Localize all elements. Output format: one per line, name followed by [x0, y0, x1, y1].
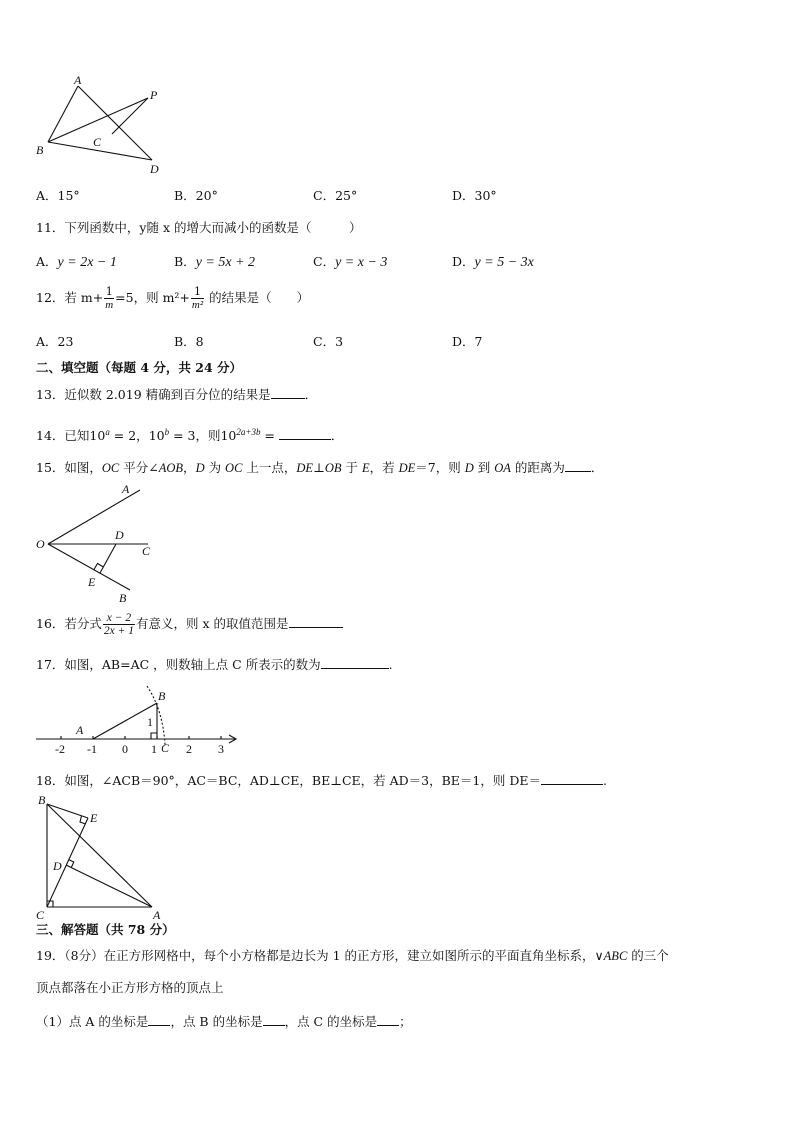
label-b: B — [158, 689, 166, 703]
label-c: C — [161, 741, 170, 755]
q15-p4: 为 — [204, 460, 226, 475]
right-angle-mark — [151, 733, 157, 739]
q14-base-2: 10 — [148, 428, 165, 444]
label-e: E — [90, 811, 98, 825]
q18-answer-blank[interactable] — [541, 772, 603, 785]
q15-p7: 于 — [341, 460, 362, 475]
q11-option-b-expr: y = 5x + 2 — [195, 255, 256, 270]
q15 — [36, 459, 603, 476]
q17-end: . — [388, 657, 393, 672]
q13-text: 13．近似数 2.019 精确到百分位的结果是 — [36, 387, 271, 402]
q19-answer-b[interactable] — [263, 1013, 285, 1026]
tick-label: -2 — [55, 742, 65, 756]
q11-option-d-expr: y = 5 − 3x — [474, 255, 534, 270]
q10-option-d: D．30° — [452, 188, 497, 203]
label-e: E — [88, 575, 96, 589]
q12-fraction-1-den: m — [105, 299, 114, 311]
q16-suffix: 有意义，则 x 的取值范围是 — [136, 616, 289, 631]
q18 — [36, 772, 607, 789]
tick-label: 3 — [218, 742, 224, 756]
label-d: D — [115, 528, 124, 542]
q18-text: 18．如图，∠ACB＝90°，AC＝BC，AD⊥CE，BE⊥CE，若 AD＝3，BE＝1，则 DE＝ — [36, 773, 541, 788]
q14 — [36, 424, 343, 444]
q15-figure — [30, 478, 170, 608]
q19-sub-1a: （1）点 A 的坐标是 — [36, 1014, 149, 1029]
tick-label: 1 — [151, 742, 157, 756]
q14-end: ． — [330, 428, 344, 444]
q12-suffix: 的结果是（ ） — [205, 290, 310, 305]
section-3-heading: 三、解答题（共 78 分） — [36, 922, 175, 937]
q19-line-1b: 的三个 — [627, 948, 669, 963]
q19-sub-1d: ； — [399, 1014, 412, 1029]
q12-fraction-2-den: m² — [191, 299, 204, 311]
q15-p9: ＝7，则 — [415, 460, 465, 475]
label-a: A — [122, 482, 130, 496]
q12-fraction-2-num: 1 — [191, 286, 204, 299]
q15-de: DE — [296, 461, 314, 475]
q12-fraction-1-num: 1 — [105, 285, 113, 298]
segment-ba — [47, 804, 152, 907]
q12-option-b: B．8 — [174, 334, 204, 349]
q13-end: ． — [304, 387, 318, 402]
q19-line-2: 顶点都落在小正方形方格的顶点上 — [36, 980, 224, 995]
q11-option-a — [36, 254, 117, 271]
q11-option-a-label: A． — [36, 254, 58, 269]
q10-option-b: B．20° — [174, 188, 218, 203]
q15-p8: ，若 — [369, 460, 399, 475]
q10-figure — [30, 72, 180, 182]
label-a: A — [74, 73, 82, 87]
ray-oa — [48, 490, 140, 544]
label-one-height: 1 — [147, 715, 153, 729]
q10-option-c: C．25° — [313, 188, 358, 203]
q14-p2: = 2， — [109, 428, 149, 444]
q15-end: ． — [590, 460, 604, 475]
q17-figure — [30, 682, 250, 762]
q19-answer-a[interactable] — [148, 1013, 170, 1026]
label-c: C — [36, 908, 45, 922]
q16-fraction — [103, 612, 135, 637]
tick-label: -1 — [87, 742, 97, 756]
q11-option-c — [313, 254, 387, 271]
q15-p11: 的距离为 — [510, 460, 565, 475]
q11-option-c-label: C． — [313, 254, 336, 269]
q13-answer-blank[interactable] — [271, 386, 305, 399]
q18-figure — [30, 790, 180, 920]
q15-aob: AOB — [158, 461, 184, 475]
q15-ob: OB — [324, 461, 342, 475]
q15-oc: OC — [101, 461, 120, 475]
q11-option-b — [174, 254, 255, 271]
q11-option-c-expr: y = x − 3 — [335, 255, 388, 270]
q19-line-1a: 19．（8分）在正方形网格中，每个小方格都是边长为 1 的正方形，建立如图所示的平面直角坐标系， — [36, 948, 595, 963]
label-c: C — [142, 544, 151, 558]
q14-p3: = 3，则 — [169, 428, 221, 444]
q12-stem — [36, 286, 309, 311]
q11-option-a-expr: y = 2x − 1 — [57, 255, 117, 270]
q15-p1: 15．如图， — [36, 460, 102, 475]
label-b: B — [119, 591, 127, 605]
q19-sub-1c: ，点 C 的坐标是 — [284, 1014, 378, 1029]
q15-d: D — [195, 461, 205, 475]
q12-option-d: D．7 — [452, 334, 483, 349]
segment-ad — [66, 865, 152, 907]
q17-answer-blank[interactable] — [321, 656, 389, 669]
label-b: B — [36, 143, 44, 157]
q15-answer-blank[interactable] — [565, 459, 591, 472]
q15-p3: ， — [183, 460, 196, 475]
q14-p4: = — [260, 428, 279, 444]
q13 — [36, 386, 317, 403]
q15-p6: ⊥ — [313, 460, 325, 475]
q15-oa: OA — [494, 461, 511, 475]
q12-middle: =5，则 m²+ — [115, 290, 190, 305]
label-d: D — [150, 162, 159, 176]
label-a: A — [76, 723, 84, 737]
q14-p1: 14．已知 — [36, 428, 90, 444]
q15-oc-2: OC — [225, 461, 243, 475]
q16-fraction-num: x − 2 — [103, 612, 135, 625]
label-c: C — [93, 135, 102, 149]
q11-option-d-label: D． — [452, 254, 475, 269]
q12-fraction-2 — [191, 286, 204, 311]
label-a: A — [153, 908, 161, 922]
q12-fraction-1 — [104, 286, 114, 311]
section-2-heading: 二、填空题（每题 4 分，共 24 分） — [36, 360, 243, 375]
q15-d-2: D — [464, 461, 474, 475]
q16 — [36, 612, 343, 637]
q16-answer-blank[interactable] — [289, 615, 343, 628]
q14-base-3: 10 — [220, 428, 237, 444]
q14-exp-1: a — [105, 427, 110, 437]
q14-base-1: 10 — [89, 428, 106, 444]
q15-de-2: DE — [398, 461, 416, 475]
q12-option-a: A．23 — [36, 334, 74, 349]
q18-end: . — [603, 773, 607, 788]
label-o: O — [36, 537, 45, 551]
q17-text: 17．如图，AB=AC ，则数轴上点 C 所表示的数为 — [36, 657, 321, 672]
q15-p10: 到 — [473, 460, 495, 475]
segment-de — [100, 544, 116, 573]
q12-option-c: C．3 — [313, 334, 344, 349]
q15-p5: 上一点， — [242, 460, 297, 475]
q10-option-a: A．15° — [36, 188, 80, 203]
q19-answer-c[interactable] — [377, 1013, 399, 1026]
q14-exp-2: b — [164, 427, 170, 437]
segment-cp — [112, 98, 148, 134]
q14-answer-blank[interactable] — [279, 427, 331, 440]
q19-sub-1 — [36, 1013, 412, 1030]
label-p: P — [150, 88, 158, 102]
label-b: B — [38, 793, 46, 807]
q19-abc: ABC — [603, 949, 628, 963]
tick-label: 0 — [122, 742, 128, 756]
segment-ab — [48, 86, 78, 142]
q16-prefix: 16．若分式 — [36, 616, 102, 631]
q11-stem: 11．下列函数中，y随 x 的增大而减小的函数是（ ） — [36, 220, 362, 235]
label-d: D — [53, 859, 62, 873]
q15-e: E — [361, 461, 370, 475]
q14-exp-3: 2a+3b — [236, 427, 261, 437]
q19-line-1 — [36, 948, 669, 964]
q12-prefix: 12．若 m+ — [36, 290, 104, 305]
q15-p2: 平分∠ — [119, 460, 159, 475]
q16-fraction-den: 2x + 1 — [103, 625, 135, 637]
q11-option-b-label: B． — [174, 254, 196, 269]
q19-sub-1b: ，点 B 的坐标是 — [170, 1014, 263, 1029]
q11-option-d — [452, 254, 534, 271]
q19-triangle-symbol: ∨ — [594, 948, 604, 963]
tick-label: 2 — [186, 742, 192, 756]
q17 — [36, 656, 393, 673]
